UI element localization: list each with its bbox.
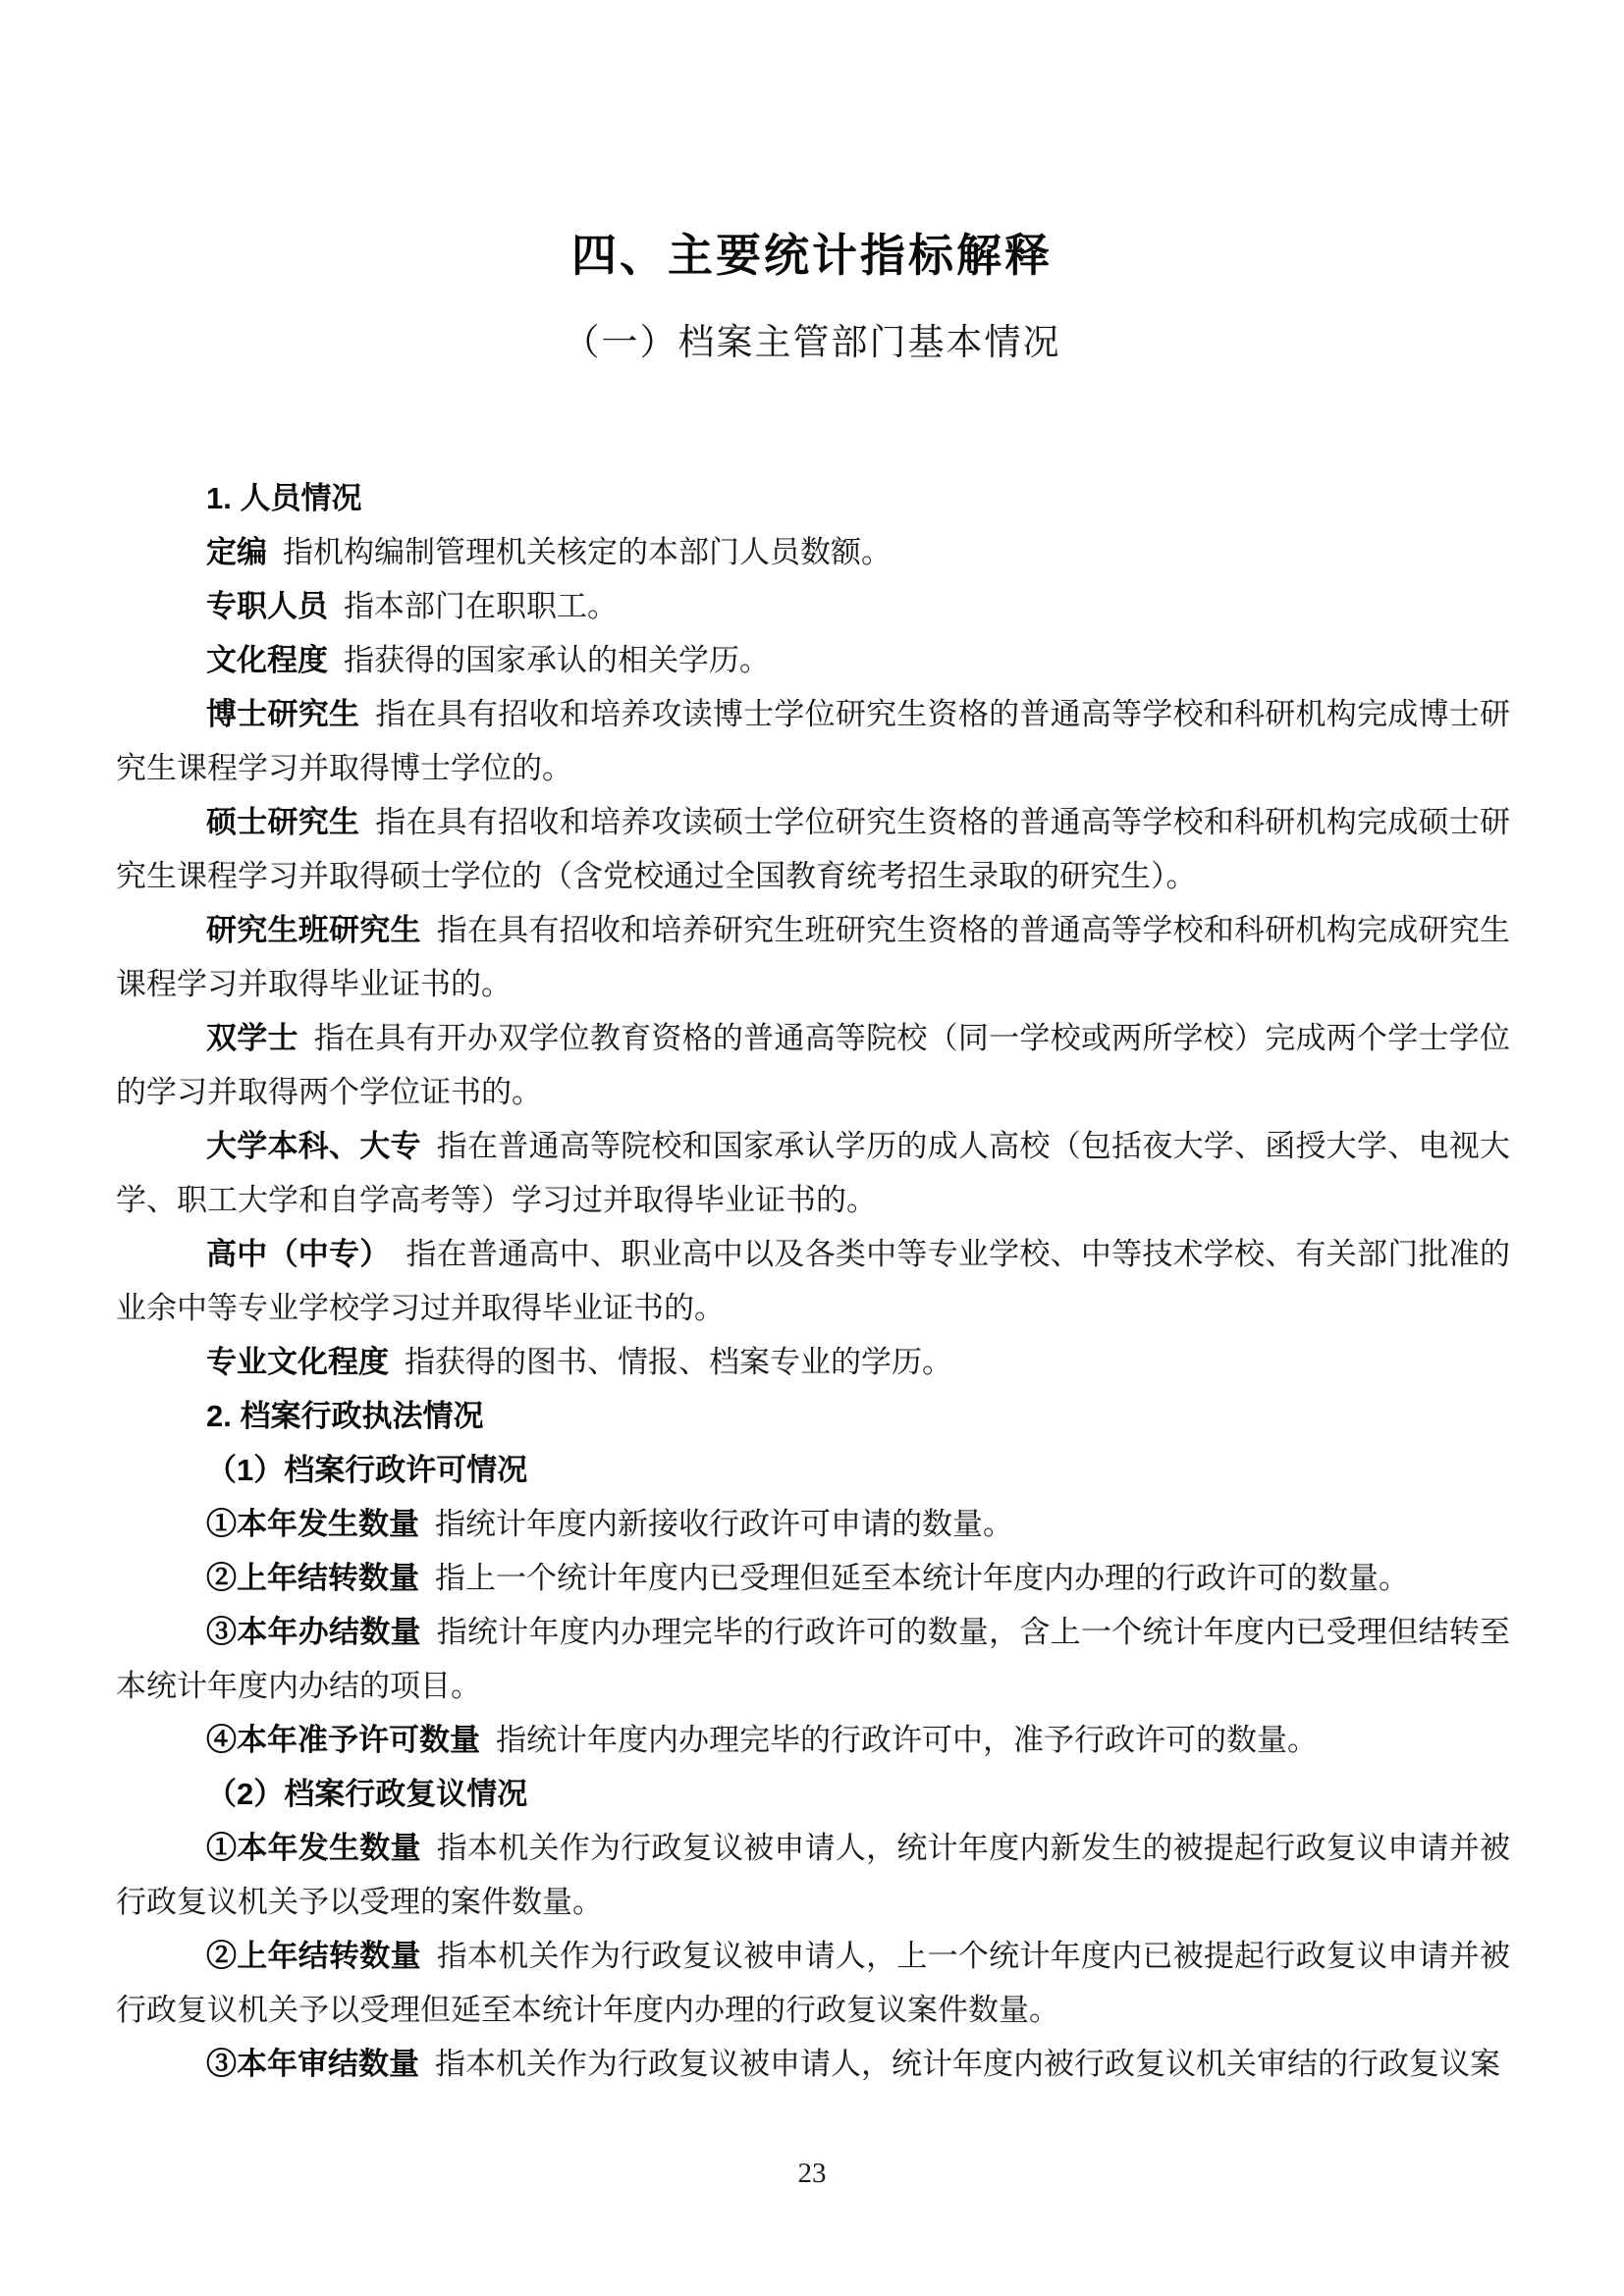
definition-text: 指统计年度内办理完毕的行政许可中，准予行政许可的数量。 xyxy=(496,1723,1318,1757)
paragraph xyxy=(116,525,1510,579)
definition-text: 指获得的国家承认的相关学历。 xyxy=(344,643,770,677)
definition-text: 指在具有开办双学位教育资格的普通高等院校（同一学校或两所学校）完成两个学士学位的学习并取得两个学位证书的。 xyxy=(116,1021,1510,1109)
paragraph xyxy=(116,1929,1510,2037)
paragraph xyxy=(116,903,1510,1011)
term-label: 高中（中专） xyxy=(206,1237,391,1271)
definition-text: 指机构编制管理机关核定的本部门人员数额。 xyxy=(283,535,892,569)
term-label: 双学士 xyxy=(206,1021,298,1055)
term-label: ③本年办结数量 xyxy=(206,1615,421,1649)
term-label: 专职人员 xyxy=(206,589,328,623)
definition-text: 指在普通高中、职业高中以及各类中等专业学校、中等技术学校、有关部门批准的业余中等专业学校学习过并取得毕业证书的。 xyxy=(116,1237,1511,1325)
definition-text: 指统计年度内办理完毕的行政许可的数量，含上一个统计年度内已受理但结转至本统计年度内办结的项目。 xyxy=(116,1615,1511,1703)
paragraph xyxy=(116,579,1510,633)
paragraph xyxy=(116,1497,1510,1551)
page-number: 23 xyxy=(797,2158,827,2189)
paragraph xyxy=(116,1551,1510,1605)
paragraph xyxy=(116,687,1510,795)
definition-text: 指获得的图书、情报、档案专业的学历。 xyxy=(405,1345,952,1379)
page-title: 四、主要统计指标解释 xyxy=(571,230,1053,281)
paragraph xyxy=(116,633,1510,687)
term-label: ③本年审结数量 xyxy=(206,2047,419,2081)
term-label: 文化程度 xyxy=(206,643,328,677)
definition-text: 指本机关作为行政复议被申请人，统计年度内被行政复议机关审结的行政复议案 xyxy=(435,2047,1500,2081)
heading-label: 2. 档案行政执法情况 xyxy=(206,1399,484,1433)
definition-text: 指上一个统计年度内已受理但延至本统计年度内办理的行政许可的数量。 xyxy=(435,1561,1409,1595)
definition-text: 指在具有招收和培养攻读硕士学位研究生资格的普通高等学校和科研机构完成硕士研究生课程学习并取得硕士学位的（含党校通过全国教育统考招生录取的研究生）。 xyxy=(116,805,1511,893)
heading-label: （2）档案行政复议情况 xyxy=(206,1777,528,1811)
paragraph xyxy=(116,1605,1510,1713)
term-label: 专业文化程度 xyxy=(206,1345,389,1379)
paragraph-heading xyxy=(116,1389,1510,1443)
paragraph xyxy=(116,795,1510,903)
definition-text: 指本部门在职职工。 xyxy=(344,589,618,623)
term-label: 研究生班研究生 xyxy=(206,913,421,947)
paragraph xyxy=(116,1227,1510,1335)
paragraph xyxy=(116,1821,1510,1929)
term-label: 定编 xyxy=(206,535,267,569)
term-label: ②上年结转数量 xyxy=(206,1939,421,1973)
definition-text: 指本机关作为行政复议被申请人，上一个统计年度内已被提起行政复议申请并被行政复议机关予以受理但延至本统计年度内办理的行政复议案件数量。 xyxy=(116,1939,1511,2027)
term-label: ①本年发生数量 xyxy=(206,1831,421,1865)
term-label: ①本年发生数量 xyxy=(206,1507,419,1541)
paragraph-heading xyxy=(116,471,1510,525)
definition-text: 指本机关作为行政复议被申请人，统计年度内新发生的被提起行政复议申请并被行政复议机关予以受理的案件数量。 xyxy=(116,1831,1511,1919)
document-body xyxy=(116,471,1510,2091)
definition-text: 指统计年度内新接收行政许可申请的数量。 xyxy=(435,1507,1013,1541)
paragraph xyxy=(116,1011,1510,1119)
paragraph-heading xyxy=(116,1443,1510,1497)
paragraph xyxy=(116,1119,1510,1227)
paragraph xyxy=(116,2037,1510,2091)
definition-text: 指在普通高等院校和国家承认学历的成人高校（包括夜大学、函授大学、电视大学、职工大学和自学高考等）学习过并取得毕业证书的。 xyxy=(116,1129,1511,1217)
term-label: ②上年结转数量 xyxy=(206,1561,419,1595)
heading-label: 1. 人员情况 xyxy=(206,481,362,515)
definition-text: 指在具有招收和培养攻读博士学位研究生资格的普通高等学校和科研机构完成博士研究生课程学习并取得博士学位的。 xyxy=(116,697,1511,785)
section-subtitle: （一）档案主管部门基本情况 xyxy=(563,323,1061,363)
paragraph xyxy=(116,1335,1510,1389)
term-label: ④本年准予许可数量 xyxy=(206,1723,480,1757)
paragraph-heading xyxy=(116,1767,1510,1821)
term-label: 硕士研究生 xyxy=(206,805,360,839)
term-label: 大学本科、大专 xyxy=(206,1129,421,1163)
definition-text: 指在具有招收和培养研究生班研究生资格的普通高等学校和科研机构完成研究生课程学习并取得毕业证书的。 xyxy=(116,913,1511,1001)
term-label: 博士研究生 xyxy=(206,697,360,731)
heading-label: （1）档案行政许可情况 xyxy=(206,1453,528,1487)
paragraph xyxy=(116,1713,1510,1767)
